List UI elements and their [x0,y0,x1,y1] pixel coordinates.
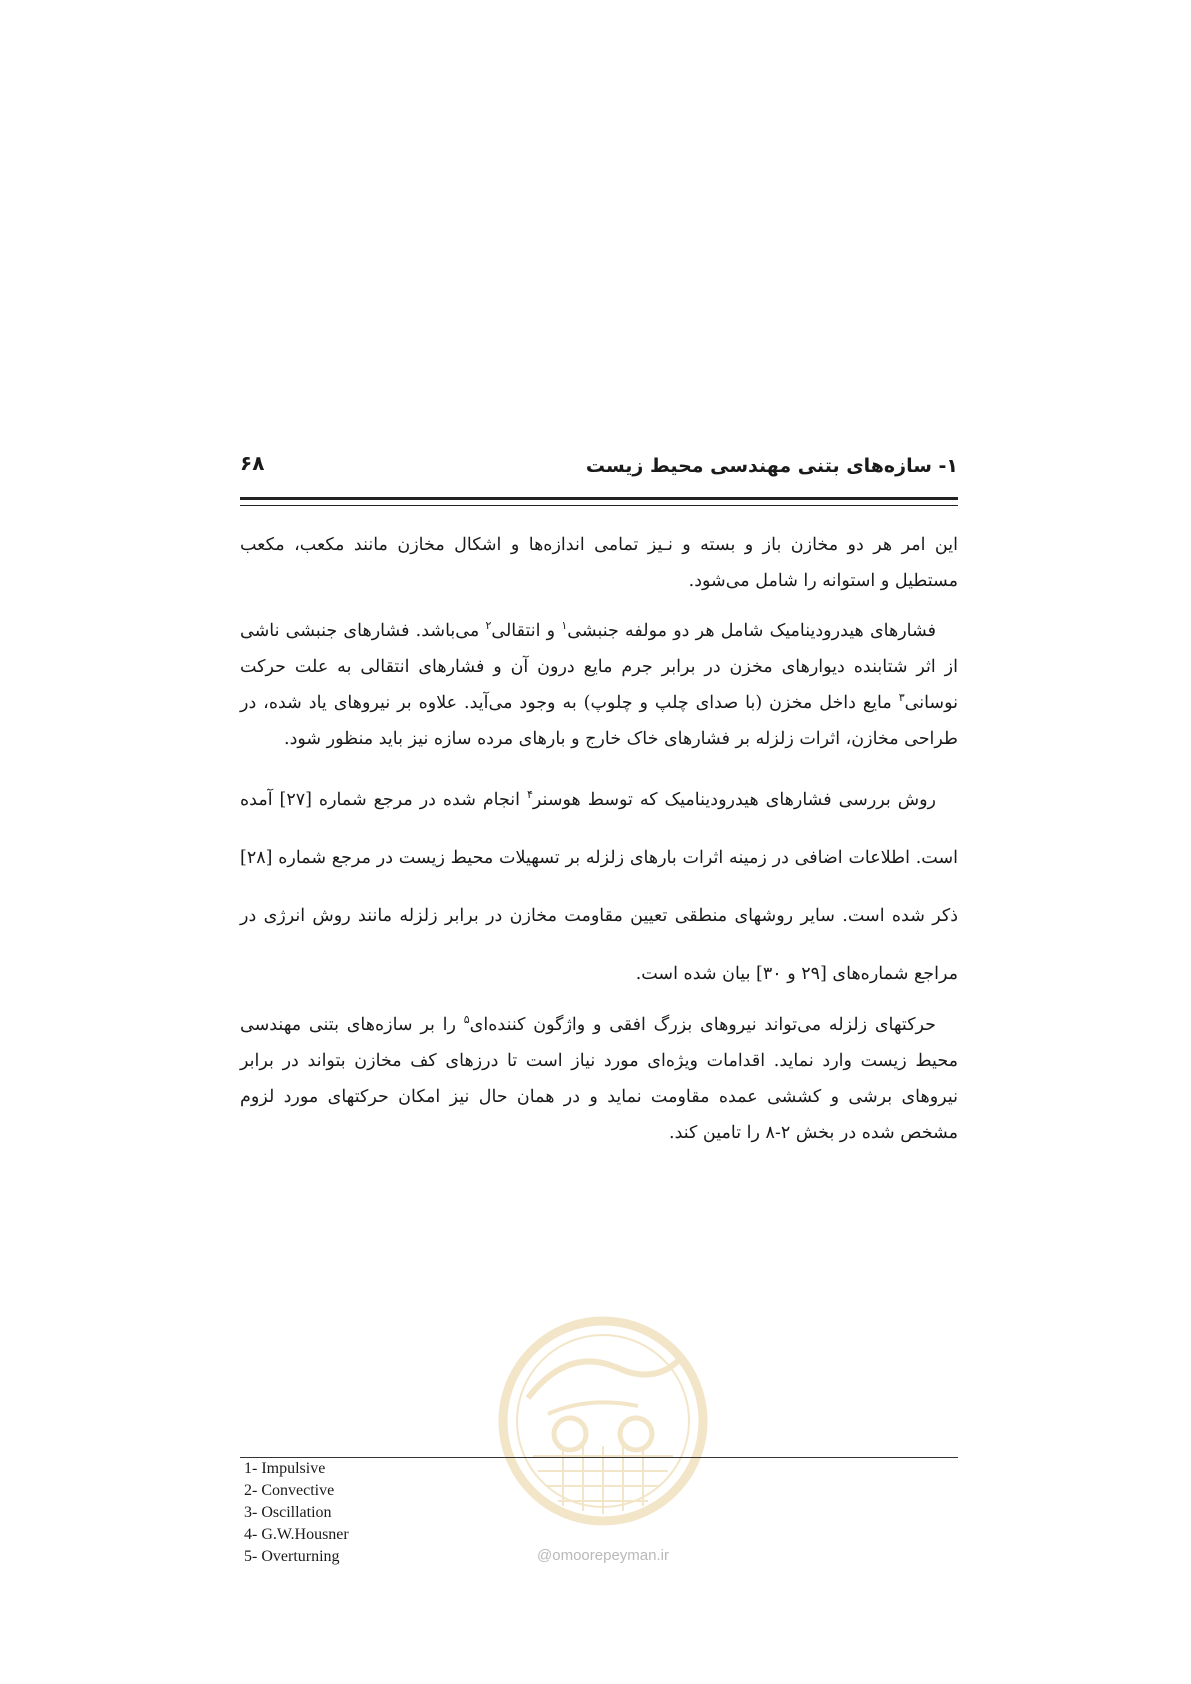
footnote-marker: ۴ [526,788,533,802]
paragraph-text: فشارهای هیدرودینامیک شامل هر دو مولفه جنبشی [567,621,936,641]
footnote: 3- Oscillation [244,1504,332,1521]
footnote: 1- Impulsive [244,1460,326,1477]
header-rule-thin [240,505,958,506]
footnote: 2- Convective [244,1482,335,1499]
chapter-title: ۱- سازه‌های بتنی مهندسی محیط زیست [585,455,958,477]
footnote-marker: ۱ [561,619,568,633]
paragraph-text: را بر سازه‌های بتنی مهندسی محیط زیست وارد نماید. اقدامات ویژه‌ای مورد نیاز است تا درزهای کف مخازن بتواند در برابر نیروهای برشی و کششی عمده مقاومت نماید و در همان حال نیز امکان حرکتهای مورد لزوم مشخص شده در بخش ۲-۸ را تامین کند. [240,1015,958,1143]
paragraph-text: می‌باشد. فشارهای جنبشی ناشی از اثر شتابنده دیوارهای مخزن در برابر جرم مایع درون آن و فشارهای انتقالی به علت حرکت نوسانی [240,621,958,713]
page-header [240,451,958,487]
paragraph-text: روش بررسی فشارهای هیدرودینامیک که توسط هوسنر [532,790,936,810]
paragraph [240,1007,958,1151]
paragraph [240,771,958,1003]
footnote-marker: ۲ [485,619,492,633]
page-number: ۶۸ [240,451,265,475]
paragraph-text: انجام شده در مرجع شماره [۲۷] آمده است. اطلاعات اضافی در زمینه اثرات بارهای زلزله بر تسهیلات محیط زیست در مرجع شماره [۲۸] ذکر شده است. سایر روشهای منطقی تعیین مقاومت مخازن در برابر زلزله مانند روش انرژی در مراجع شماره‌های [۲۹ و ۳۰] بیان شده است. [240,790,958,984]
footnote-marker: ۵ [463,1013,470,1027]
footnote: 4- G.W.Housner [244,1526,349,1543]
paragraph-text: این امر هر دو مخازن باز و بسته و نـیز تمامی اندازه‌ها و اشکال مخازن مانند مکعب، مکعب مستطیل و استوانه را شامل می‌شود. [240,535,958,591]
paragraph [240,527,958,599]
paragraph-text: مایع داخل مخزن (با صدای چلپ و چلوپ) به وجود می‌آید. علاوه بر نیروهای یاد شده، در طراحی مخازن، اثرات زلزله بر فشارهای خاک خارج و بارهای مرده سازه نیز باید منظور شود. [240,693,958,749]
body-text [240,527,958,1165]
footnote: 5- Overturning [244,1548,340,1565]
footnotes [244,1458,544,1568]
paragraph-text: و انتقالی [491,621,562,641]
paragraph [240,613,958,757]
header-rule-thick [240,497,958,500]
watermark-url: @omoorepeyman.ir [537,1547,669,1564]
footnote-marker: ۳ [898,691,905,705]
paragraph-text: حرکتهای زلزله می‌تواند نیروهای بزرگ افقی و واژگون کننده‌ای [469,1015,936,1035]
